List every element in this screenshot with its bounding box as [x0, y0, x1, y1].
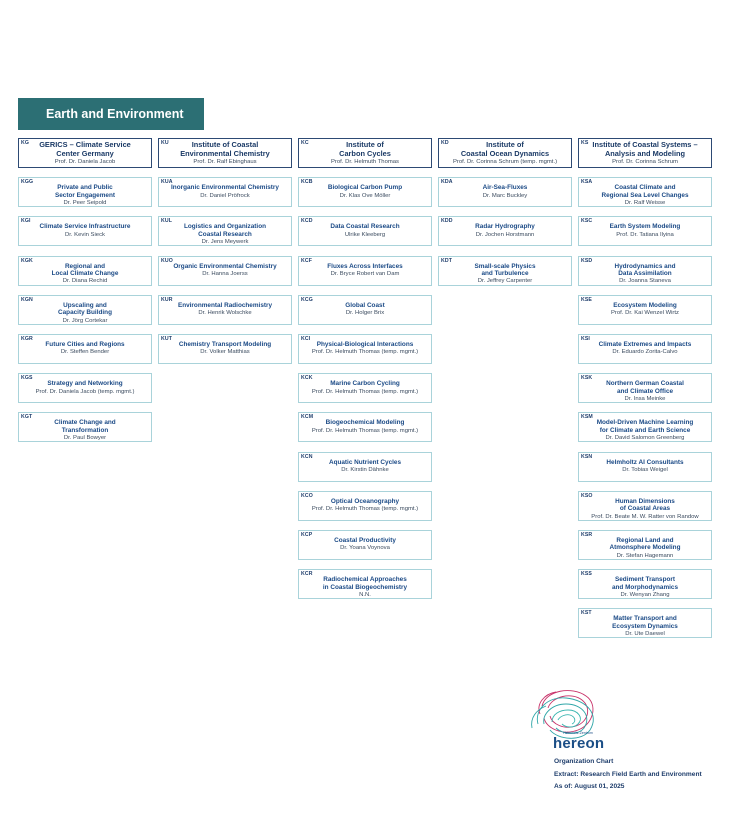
- unit-code: KSS: [581, 571, 592, 578]
- unit-head-name: Dr. Jeffrey Carpenter: [477, 278, 533, 285]
- unit-code: KSN: [581, 453, 593, 460]
- unit-code: KGT: [21, 414, 33, 421]
- unit-title: Climate Change and Transformation: [54, 419, 116, 434]
- unit-code: KCN: [301, 453, 313, 460]
- department-box: [298, 177, 432, 207]
- unit-title: Marine Carbon Cycling: [330, 380, 400, 388]
- unit-head-name: Dr. Holger Brix: [345, 310, 385, 317]
- department-box: [298, 412, 432, 442]
- unit-title: Air-Sea-Fluxes: [482, 184, 528, 192]
- unit-head-name: Prof. Dr. Daniela Jacob: [54, 159, 116, 166]
- unit-code: KSD: [581, 257, 593, 264]
- unit-head-name: Prof. Dr. Corinna Schrum: [612, 159, 678, 166]
- unit-head-name: Dr. Steffen Bender: [60, 349, 110, 356]
- logo-wordmark: hereon: [553, 735, 605, 752]
- unit-title: Earth System Modeling: [609, 223, 681, 231]
- department-box: [578, 216, 712, 246]
- unit-head-name: Dr. Peer Seipold: [63, 199, 107, 206]
- department-box: [578, 530, 712, 560]
- unit-head-name: N.N.: [359, 591, 371, 598]
- unit-code: KCP: [301, 532, 313, 538]
- unit-head-name: Dr. Bryce Robert van Dam: [330, 270, 400, 277]
- department-box: [158, 295, 292, 325]
- unit-head-name: Dr. Marc Buckley: [482, 192, 528, 199]
- unit-title: Small-scale Physics and Turbulence: [474, 262, 536, 277]
- unit-head-name: Dr. Kirstin Dähnke: [341, 466, 389, 473]
- unit-head-name: Dr. Klas Ove Möller: [339, 192, 391, 199]
- unit-code: KSE: [581, 296, 592, 303]
- unit-code: KDD: [441, 218, 453, 225]
- unit-code: KUL: [161, 218, 172, 225]
- unit-head-name: Prof. Dr. Kai Wenzel Wirtz: [611, 310, 679, 317]
- unit-head-name: Dr. David Salomon Greenberg: [605, 435, 685, 442]
- department-box: [438, 216, 572, 246]
- footer-title: Organization Chart: [554, 758, 614, 765]
- department-box: [578, 373, 712, 403]
- department-box: [298, 373, 432, 403]
- department-box: [298, 530, 432, 560]
- unit-head-name: Dr. Jörg Cortekar: [62, 317, 108, 324]
- unit-head-name: Prof. Dr. Helmuth Thomas: [331, 159, 399, 166]
- unit-title: Upscaling and Capacity Building: [58, 301, 112, 317]
- department-box: [298, 256, 432, 286]
- unit-head-name: Prof. Dr. Helmuth Thomas (temp. mgmt.): [311, 388, 419, 395]
- unit-head-name: Dr. Eduardo Zorita-Calvo: [612, 349, 678, 356]
- unit-head-name: Dr. Henrik Wolschke: [198, 310, 252, 317]
- department-box: [578, 412, 712, 442]
- unit-head-name: Dr. Kevin Sieck: [65, 231, 105, 238]
- unit-code: KST: [581, 610, 592, 617]
- unit-code: KGG: [21, 179, 34, 186]
- unit-head-name: Prof. Dr. Helmuth Thomas (temp. mgmt.): [311, 427, 419, 434]
- unit-code: KCB: [301, 179, 313, 186]
- unit-title: Inorganic Environmental Chemistry: [171, 184, 279, 192]
- department-box: [298, 334, 432, 364]
- unit-code: KCD: [301, 218, 313, 225]
- department-box: [578, 256, 712, 286]
- institute-box: [578, 138, 712, 168]
- unit-code: KU: [161, 140, 169, 146]
- department-box: [578, 452, 712, 482]
- unit-head-name: Dr. Jochen Horstmann: [475, 231, 535, 238]
- unit-title: Model-Driven Machine Learning for Climate and Earth Science: [596, 419, 694, 434]
- unit-title: Ecosystem Modeling: [613, 301, 677, 309]
- department-box: [578, 295, 712, 325]
- unit-head-name: Prof. Dr. Daniela Jacob (temp. mgmt.): [35, 388, 135, 395]
- unit-head-name: Dr. Paul Bowyer: [63, 435, 107, 442]
- unit-code: KSO: [581, 492, 593, 499]
- department-box: [158, 216, 292, 246]
- unit-code: KUO: [161, 257, 173, 264]
- unit-head-name: Dr. Stefan Hagemann: [616, 552, 674, 559]
- unit-title: Matter Transport and Ecosystem Dynamics: [612, 615, 678, 630]
- department-box: [18, 295, 152, 325]
- unit-title: Biological Carbon Pump: [327, 184, 403, 192]
- unit-head-name: Dr. Ralf Weisse: [624, 199, 666, 206]
- unit-code: KCK: [301, 375, 313, 382]
- unit-code: KUR: [161, 296, 173, 303]
- unit-title: Institute of Coastal Systems – Analysis and Modeling: [592, 140, 698, 158]
- unit-code: KGK: [21, 257, 33, 264]
- unit-code: KGI: [21, 218, 31, 225]
- unit-title: Strategy and Networking: [47, 380, 123, 388]
- unit-code: KSR: [581, 532, 593, 538]
- department-box: [158, 177, 292, 207]
- department-box: [578, 177, 712, 207]
- unit-head-name: Prof. Dr. Tatiana Ilyina: [616, 231, 674, 238]
- unit-title: Logistics and Organization Coastal Research: [183, 223, 267, 238]
- unit-title: Regional Land and Atmonsphere Modeling: [609, 537, 681, 552]
- logo-subtitle: Helmholtz-Zentrum: [563, 731, 593, 735]
- department-box: [158, 256, 292, 286]
- unit-head-name: Prof. Dr. Corinna Schrum (temp. mgmt.): [452, 159, 558, 166]
- unit-head-name: Prof. Dr. Helmuth Thomas (temp. mgmt.): [311, 349, 419, 356]
- department-box: [298, 491, 432, 521]
- unit-code: KGS: [21, 375, 33, 382]
- department-box: [298, 216, 432, 246]
- unit-title: Northern German Coastal and Climate Office: [606, 380, 684, 395]
- department-box: [578, 491, 712, 521]
- unit-head-name: Prof. Dr. Helmuth Thomas (temp. mgmt.): [311, 506, 419, 513]
- unit-title: Environmental Radiochemistry: [177, 301, 273, 309]
- unit-code: KG: [21, 140, 29, 146]
- unit-title: Regional and Local Climate Change: [51, 262, 119, 277]
- unit-title: Coastal Productivity: [334, 537, 396, 544]
- unit-title: Radar Hydrography: [475, 223, 535, 231]
- unit-title: Physical-Biological Interactions: [316, 341, 414, 348]
- unit-title: Institute of Coastal Ocean Dynamics: [460, 140, 550, 158]
- unit-title: Biogeochemical Modeling: [325, 419, 405, 427]
- unit-title: Coastal Climate and Regional Sea Level Changes: [601, 184, 689, 199]
- unit-title: Data Coastal Research: [330, 223, 400, 231]
- unit-code: KDA: [441, 179, 453, 186]
- unit-code: KUT: [161, 336, 172, 342]
- unit-code: KGN: [21, 296, 33, 303]
- unit-head-name: Dr. Insa Meinke: [624, 395, 666, 402]
- unit-head-name: Dr. Wenyan Zhang: [620, 591, 670, 598]
- unit-code: KD: [441, 140, 449, 146]
- unit-title: Climate Extremes and Impacts: [598, 341, 692, 348]
- unit-code: KCF: [301, 257, 312, 264]
- unit-title: Human Dimensions of Coastal Areas: [615, 497, 675, 513]
- department-box: [18, 334, 152, 364]
- unit-title: Hydrodynamics and Data Assimilation: [614, 262, 676, 277]
- unit-title: Optical Oceanography: [330, 497, 400, 505]
- unit-title: Fluxes Across Interfaces: [327, 262, 403, 270]
- unit-code: KCG: [301, 296, 313, 303]
- unit-title: Global Coast: [345, 301, 385, 309]
- unit-code: KCM: [301, 414, 314, 421]
- unit-head-name: Dr. Joanna Staneva: [619, 278, 671, 285]
- unit-code: KCI: [301, 336, 311, 342]
- department-box: [18, 256, 152, 286]
- unit-head-name: Dr. Volker Matthias: [200, 349, 250, 356]
- unit-code: KC: [301, 140, 309, 146]
- institute-box: [18, 138, 152, 168]
- unit-title: Climate Service Infrastructure: [39, 223, 131, 231]
- unit-title: Institute of Coastal Environmental Chemistry: [180, 140, 270, 158]
- unit-title: Aquatic Nutrient Cycles: [328, 458, 402, 466]
- unit-title: Institute of Carbon Cycles: [339, 140, 391, 158]
- unit-title: Helmholtz AI Consultants: [606, 458, 684, 466]
- unit-title: Sediment Transport and Morphodynamics: [611, 576, 679, 591]
- unit-code: KS: [581, 140, 589, 146]
- unit-head-name: Dr. Jens Meywerk: [201, 239, 249, 246]
- department-box: [298, 452, 432, 482]
- unit-title: Private and Public Sector Engagement: [54, 184, 115, 199]
- unit-head-name: Prof. Dr. Ralf Ebinghaus: [193, 159, 257, 166]
- unit-head-name: Dr. Yoana Voynova: [340, 545, 390, 552]
- unit-head-name: Dr. Daniel Pröfrock: [200, 192, 250, 199]
- department-box: [438, 177, 572, 207]
- unit-code: KSK: [581, 375, 593, 382]
- department-box: [18, 412, 152, 442]
- unit-code: KSI: [581, 336, 590, 342]
- unit-title: Organic Environmental Chemistry: [173, 262, 277, 270]
- section-banner: Earth and Environment: [18, 98, 204, 130]
- department-box: [18, 177, 152, 207]
- unit-head-name: Prof. Dr. Beate M. W. Ratter von Randow: [591, 513, 699, 520]
- unit-head-name: Ulrike Kleeberg: [344, 231, 386, 238]
- unit-code: KSA: [581, 179, 593, 186]
- unit-head-name: Dr. Diana Rechid: [62, 278, 108, 285]
- unit-head-name: Dr. Hanna Joerss: [202, 270, 248, 277]
- institute-box: [298, 138, 432, 168]
- unit-title: Chemistry Transport Modeling: [178, 341, 272, 348]
- unit-head-name: Dr. Ute Daewel: [625, 631, 665, 638]
- department-box: [18, 373, 152, 403]
- unit-code: KCO: [301, 492, 313, 499]
- department-box: [18, 216, 152, 246]
- unit-title: Radiochemical Approaches in Coastal Biogeochemistry: [322, 576, 408, 591]
- department-box: [578, 569, 712, 599]
- unit-head-name: Dr. Tobias Weigel: [622, 466, 668, 473]
- unit-code: KGR: [21, 336, 33, 342]
- department-box: [298, 569, 432, 599]
- unit-code: KCR: [301, 571, 313, 578]
- department-box: [578, 334, 712, 364]
- department-box: [298, 295, 432, 325]
- department-box: [158, 334, 292, 364]
- footer-extract: Extract: Research Field Earth and Environment: [554, 771, 702, 778]
- unit-title: GERICS – Climate Service Center Germany: [39, 140, 131, 158]
- department-box: [578, 608, 712, 638]
- institute-box: [158, 138, 292, 168]
- institute-box: [438, 138, 572, 168]
- unit-code: KUA: [161, 179, 173, 186]
- footer-date: As of: August 01, 2025: [554, 783, 625, 790]
- department-box: [438, 256, 572, 286]
- unit-code: KSC: [581, 218, 593, 225]
- unit-title: Future Cities and Regions: [45, 341, 125, 348]
- unit-code: KDT: [441, 257, 452, 264]
- unit-code: KSM: [581, 414, 593, 421]
